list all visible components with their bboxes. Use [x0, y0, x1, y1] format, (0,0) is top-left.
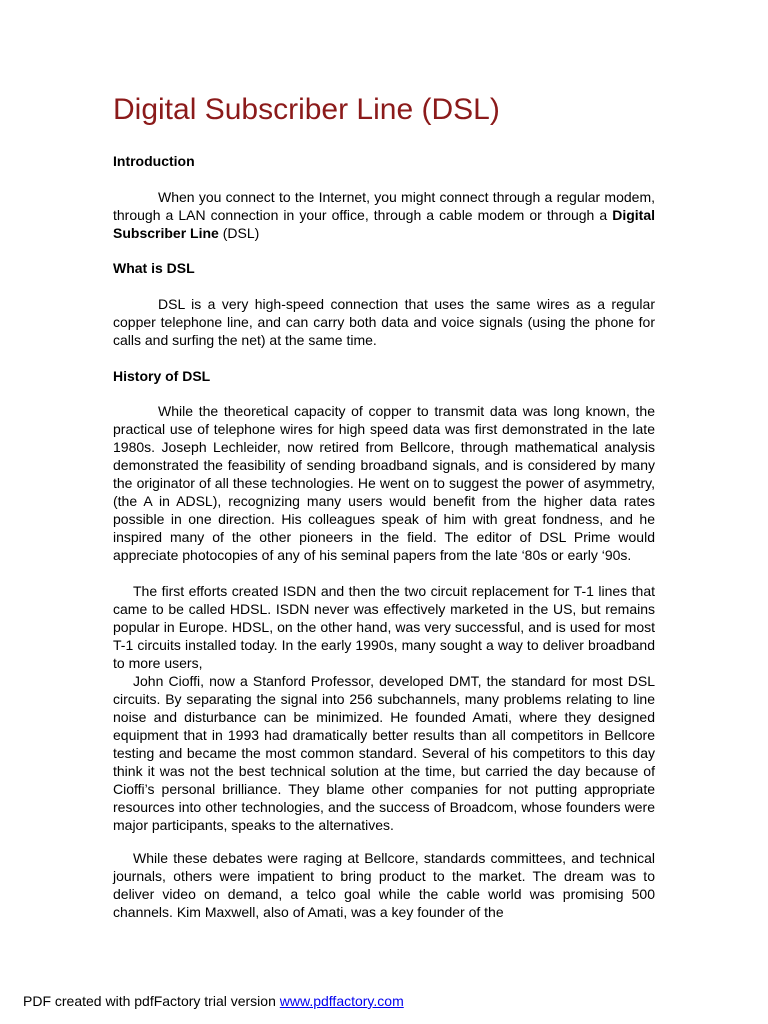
pdf-footer	[23, 992, 404, 1010]
intro-text-end: (DSL)	[218, 225, 260, 241]
paragraph-introduction	[113, 188, 655, 242]
footer-text: PDF created with pdfFactory trial version	[23, 993, 280, 1009]
page-title: Digital Subscriber Line (DSL)	[113, 93, 500, 126]
paragraph-history-1: While the theoretical capacity of copper to transmit data was long known, the practical use of telephone wires for high speed data was first demonstrated in the late 1980s. Joseph Lechleider, now retired from Bellcore, through mathematical analysis demonstrated the feasibility of sending broadband signals, and is considered by many the originator of all these technologies. He went on to suggest the power of asymmetry, (the A in ADSL), recognizing many users would benefit from the higher data rates possible in one direction. His colleagues speak of him with great fondness, and he inspired many of the other pioneers in the field. The editor of DSL Prime would appreciate photocopies of any of his seminal papers from the late ‘80s or early ‘90s.	[113, 403, 655, 563]
paragraph-what-is-dsl: DSL is a very high-speed connection that uses the same wires as a regular copper telephone line, and can carry both data and voice signals (using the phone for calls and surfing the net) at the same time.	[113, 296, 655, 348]
section-heading-what-is-dsl: What is DSL	[113, 260, 195, 276]
section-heading-introduction: Introduction	[113, 153, 195, 169]
intro-text-start: When you connect to the Internet, you might connect through a regular modem, through a LAN connection in your office, through a cable modem or through a	[113, 189, 655, 223]
section-heading-history: History of DSL	[113, 368, 211, 384]
footer-link[interactable]: www.pdffactory.com	[279, 993, 404, 1009]
intro-text-bold: Digital Subscriber Line	[113, 207, 655, 241]
paragraph-history-4: While these debates were raging at Bellcore, standards committees, and technical journals, others were impatient to bring product to the market. The dream was to deliver video on demand, a telco goal while the cable world was promising 500 channels. Kim Maxwell, also of Amati, was a key founder of the	[113, 850, 655, 920]
paragraph-history-3: John Cioffi, now a Stanford Professor, developed DMT, the standard for most DSL circuits. By separating the signal into 256 subchannels, many problems relating to line noise and disturbance can be minimized. He founded Amati, where they designed equipment that in 1993 had dramatically better results than all competitors in Bellcore testing and became the most common standard. Several of his competitors to this day think it was not the best technical solution at the time, but carried the day because of Cioffi’s personal brilliance. They blame other companies for not putting appropriate resources into other technologies, and the success of Broadcom, whose founders were major participants, speaks to the alternatives.	[113, 673, 655, 833]
paragraph-history-2: The first efforts created ISDN and then the two circuit replacement for T-1 lines that came to be called HDSL. ISDN never was effectively marketed in the US, but remains popular in Europe. HDSL, on the other hand, was very successful, and is used for most T-1 circuits installed today. In the early 1990s, many sought a way to deliver broadband to more users,	[113, 583, 655, 671]
